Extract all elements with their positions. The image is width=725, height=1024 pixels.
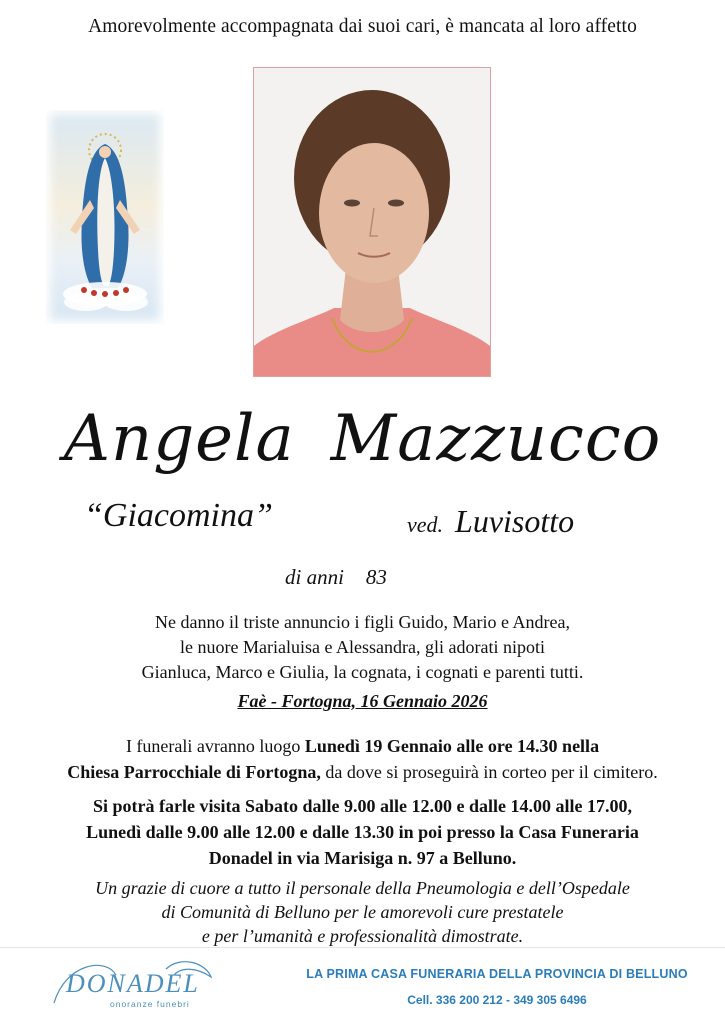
funeral-info — [0, 733, 725, 785]
footer-slogan: LA PRIMA CASA FUNERARIA DELLA PROVINCIA DI BELLUNO — [306, 967, 688, 981]
age-value: 83 — [365, 565, 387, 589]
visiting-hours — [0, 793, 725, 871]
thanks-line: di Comunità di Belluno per le amorevoli cure prestatele — [161, 902, 564, 922]
footer-phone: Cell. 336 200 212 - 349 305 6496 — [407, 993, 587, 1007]
funeral-church: Chiesa Parrocchiale di Fortogna, — [67, 762, 321, 782]
visits-line: Lunedì dalle 9.00 alle 12.00 e dalle 13.30 in poi presso la Casa Funeraria — [86, 822, 639, 842]
donadel-logo — [46, 955, 221, 1015]
widow-line — [407, 503, 574, 540]
deceased-name — [0, 402, 725, 476]
announcement — [0, 610, 725, 685]
age-label: di anni — [285, 565, 344, 589]
visits-line: Si potrà farle visita Sabato dalle 9.00 alle 12.00 e dalle 14.00 alle 17.00, — [93, 796, 632, 816]
widow-name: Luvisotto — [455, 503, 575, 539]
age-line — [285, 565, 387, 590]
place-date: Faè - Fortogna, 16 Gennaio 2026 — [237, 691, 488, 711]
first-name: Angela — [63, 402, 295, 476]
widow-prefix: ved. — [407, 512, 444, 537]
nickname: “Giacomina” — [84, 497, 273, 534]
portrait-photo — [253, 67, 491, 377]
madonna-icon — [46, 110, 164, 324]
thanks-line: Un grazie di cuore a tutto il personale della Pneumologia e dell’Ospedale — [95, 878, 630, 898]
last-name: Mazzucco — [330, 402, 662, 476]
announcement-line: Gianluca, Marco e Giulia, la cognata, i cognati e parenti tutti. — [141, 662, 584, 682]
thanks-message — [0, 876, 725, 948]
announcement-line: Ne danno il triste annuncio i figli Guido, Mario e Andrea, — [155, 612, 570, 632]
logo-subtitle: onoranze funebri — [110, 999, 190, 1009]
funeral-date: Lunedì 19 Gennaio alle ore 14.30 nella — [304, 736, 600, 756]
logo-name: DONADEL — [66, 969, 200, 998]
visits-line: Donadel in via Marisiga n. 97 a Belluno. — [208, 848, 517, 868]
funeral-text: I funerali avranno luogo — [125, 736, 305, 756]
announcement-line: le nuore Marialuisa e Alessandra, gli adorati nipoti — [180, 637, 545, 657]
funeral-text-2: da dove si proseguirà in corteo per il cimitero. — [320, 762, 658, 782]
footer-divider — [0, 947, 725, 948]
place-date-wrap — [0, 691, 725, 712]
intro-text: Amorevolmente accompagnata dai suoi cari, è mancata al loro affetto — [88, 16, 637, 37]
thanks-line: e per l’umanità e professionalità dimostrate. — [201, 926, 524, 946]
